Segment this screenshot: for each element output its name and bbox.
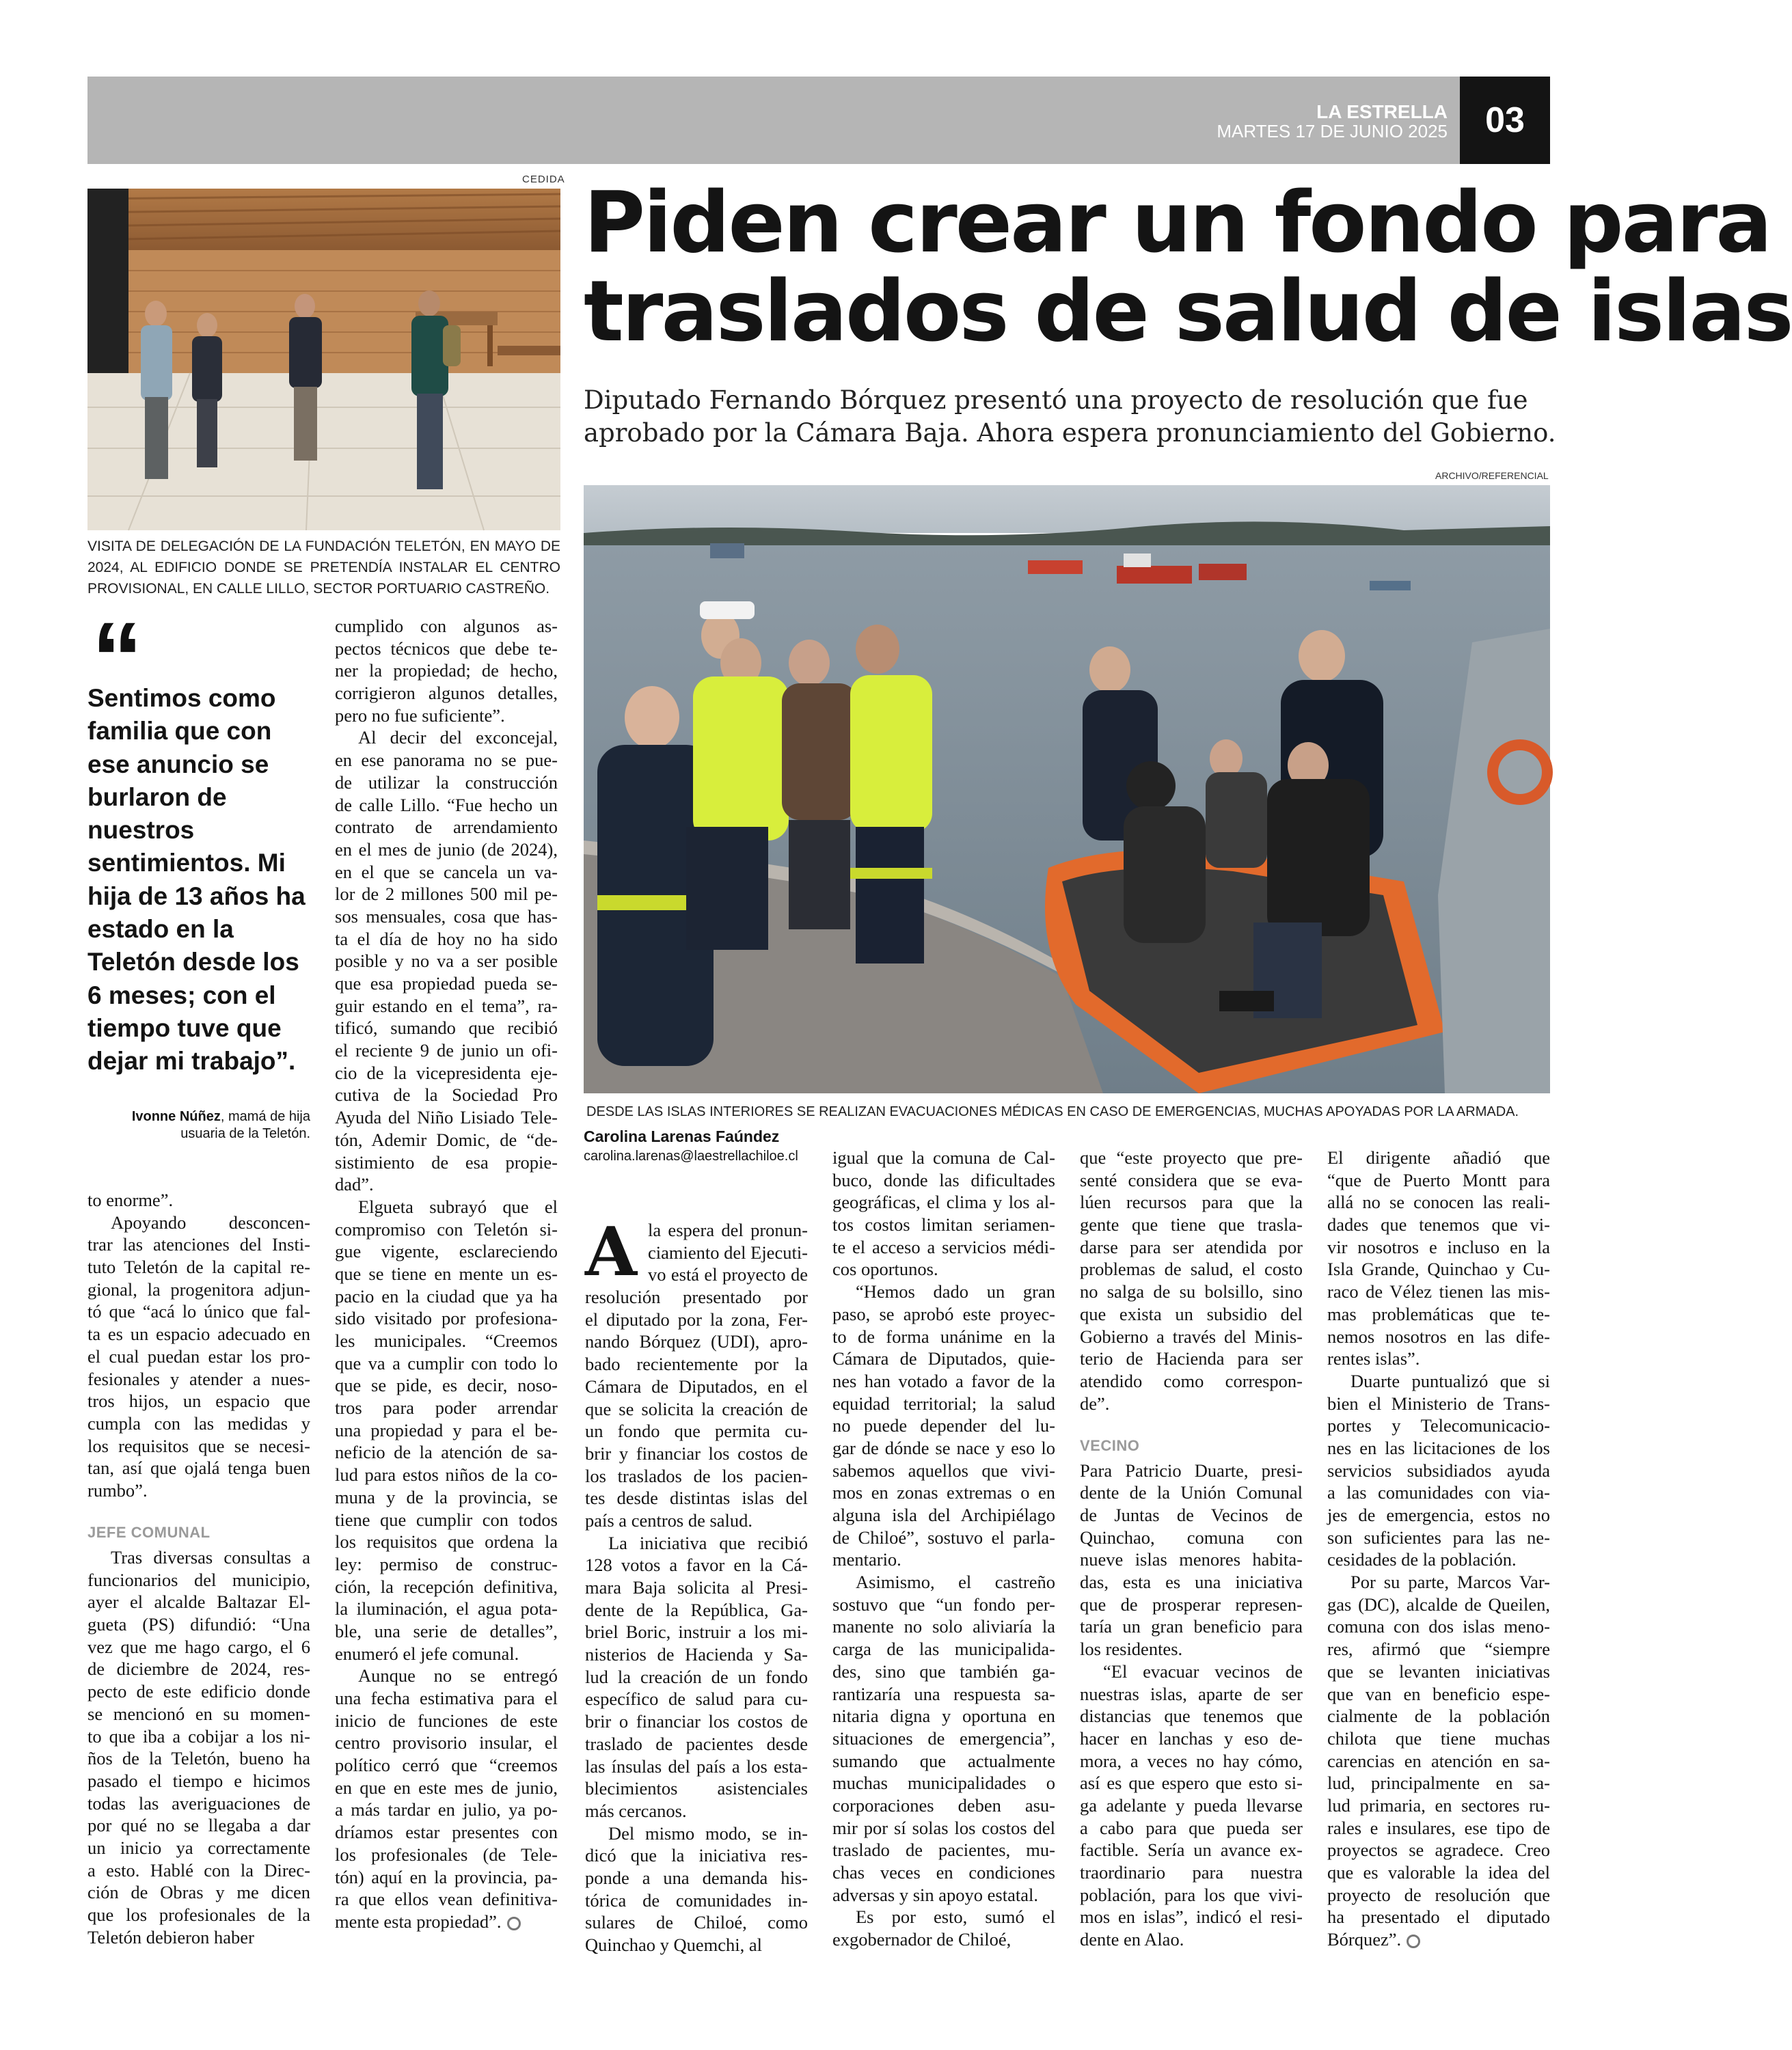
article-line: proyectos se agradece. Creo [1327,1840,1550,1861]
article-line: el cual puedan estar los pro- [87,1345,310,1367]
article-line: de Chiloé”, sostuvo el parla- [832,1527,1055,1548]
article-line: dente en Alao. [1080,1929,1184,1950]
article-line: buco, donde las dificultades [832,1169,1055,1190]
article-line: que esa propiedad pueda se- [335,973,558,994]
article-line: vir nosotros e incluso en la [1327,1236,1550,1257]
pull-quote-line: nuestros [87,816,195,845]
author-name: Carolina Larenas Faúndez [584,1128,780,1145]
article-line: Del mismo modo, se in- [608,1822,808,1844]
article-line: de utilizar la construcción [335,771,558,793]
article-line: equidad territorial; la salud [832,1393,1055,1414]
article-line: Aunque no se entregó [358,1665,558,1686]
article-line: sistimiento de esa propie- [335,1151,558,1173]
article-line: dad”. [335,1174,374,1195]
pull-quote-line: sentimientos. Mi [87,849,286,877]
article-line: to enorme”. [87,1190,174,1210]
article-line: ta el día de hoy no ha sido [335,928,558,949]
article-line: mentario. [832,1549,901,1570]
subhead-line: Diputado Fernando Bórquez presentó una proyecto de resolución que fue [584,385,1528,415]
headline [584,174,1792,361]
article-line: Asimismo, el castreño [856,1572,1055,1593]
article-line: das, esta es una iniciativa [1080,1572,1303,1593]
article-line: tes desde distintas islas del [585,1488,808,1509]
main-photo-credit: ARCHIVO/REFERENCIAL [1435,470,1549,481]
publication-date: MARTES 17 DE JUNIO 2025 [1217,121,1448,141]
article-line: te el acceso a servicios médi- [832,1236,1055,1257]
article-line: nuestras islas, aparte de ser [1080,1683,1303,1704]
article-line: así es que espero que esto si- [1080,1773,1303,1794]
article-line: contrato de arrendamiento [335,817,558,838]
end-mark-icon [507,1917,521,1930]
article-line: “que de Puerto Montt para [1327,1169,1550,1190]
article-line: fesionales y atender a nues- [87,1368,310,1389]
article-line: proyecto de resolución que [1327,1884,1550,1905]
article-line: por qué no se llegaba a dar [87,1815,310,1836]
article-line: corrigieron algunos detalles, [335,683,558,704]
article-line: jes de emergencia, estos no [1327,1505,1550,1525]
article-line: cio de la vicepresidenta eje- [335,1062,558,1083]
article-column-6 [1327,1147,1550,1951]
article-line: rumbo”. [87,1479,148,1501]
article-line: a más tardar en julio, ya po- [335,1799,558,1820]
article-line: ayer el alcalde Baltazar El- [87,1591,310,1613]
article-line: un inicio ya correctamente [87,1837,310,1858]
left-photo-credit: CEDIDA [522,174,565,185]
article-line: dríamos estar presentes con [335,1822,558,1843]
article-line: nes en las licitaciones de los [1327,1437,1550,1458]
article-line: que “este proyecto que pre- [1080,1147,1303,1168]
main-photo-caption: DESDE LAS ISLAS INTERIORES SE REALIZAN EVACUACIONES MÉDICAS EN CASO DE EMERGENCIAS, MUCHAS APOYADAS POR LA ARMADA. [586,1104,1519,1119]
article-line: de calle Lillo. “Fue hecho un [335,794,558,815]
article-line: Al decir del exconcejal, [358,727,558,748]
article-line: ciamiento del Ejecuti- [648,1242,808,1263]
article-line: a las comunidades con via- [1327,1482,1550,1503]
article-line: sumando que actualmente [832,1750,1055,1771]
attribution-role: , mamá de hija [220,1109,310,1124]
article-line: ños de la Teletón, bueno ha [87,1748,310,1769]
article-line: carencias en atención en sa- [1327,1750,1550,1771]
article-line: se mencionó en su momen- [87,1703,310,1724]
article-line: dente de la República, Ga- [585,1599,808,1620]
article-line: comuna con dos islas meno- [1327,1616,1550,1637]
article-line: “El evacuar vecinos de [1103,1660,1303,1682]
article-line: los requisitos que ordena la [335,1531,558,1553]
article-line: chilota que tiene muchas [1327,1727,1550,1749]
article-line: lud, principalmente en sa- [1327,1773,1550,1794]
article-line: Cámara de Diputados, quie- [832,1348,1055,1369]
drop-cap: A [585,1213,638,1292]
article-line [87,1502,310,1525]
subhead-line: aprobado por la Cámara Baja. Ahora espera pronunciamiento del Gobierno. [584,418,1556,448]
article-line: terio de Hacienda para ser [1080,1348,1303,1369]
subhead [584,384,1554,450]
article-line: bien el Ministerio de Trans- [1327,1393,1550,1414]
article-line: hacer en lanchas y eso de- [1080,1727,1303,1749]
article-line: gueta (PS) difundió: “Una [87,1614,310,1635]
article-line: muchas municipalidades o [832,1773,1055,1794]
article-line: lud primaria, en sectores ru- [1327,1794,1550,1816]
article-line: carga de las municipalida- [832,1639,1055,1660]
article-line: bado recientemente por la [585,1354,808,1375]
article-line: traordinario para nuestra [1080,1862,1303,1883]
article-line: Bórquez”. [1327,1928,1550,1951]
article-line: en el que se cancela un va- [335,861,558,882]
article-line: Duarte puntualizó que si [1350,1370,1550,1391]
article-line: brir o financiar los costos de [585,1711,808,1732]
article-line: sido visitado por profesiona- [335,1308,558,1329]
article-line: taría un gran beneficio para [1080,1616,1303,1637]
masthead [1217,102,1448,141]
article-line: tificó, sumando que recibió [335,1017,558,1039]
article-line: problemas de salud, el costo [1080,1259,1303,1280]
article-line: manente no solo aliviaría la [832,1616,1055,1637]
article-line: Para Patricio Duarte, presi- [1080,1460,1303,1481]
article-line: no puede depender del lu- [832,1415,1055,1436]
article-line: cumplido con algunos as- [335,616,558,636]
article-line: brir y financiar los costos de [585,1443,808,1464]
pull-quote-line: burlaron de [87,782,227,811]
article-line: gue vigente, esclareciendo [335,1241,558,1262]
article-line: mora, a veces no hay cómo, [1080,1750,1303,1771]
article-line: vo está el proyecto de [648,1264,808,1285]
article-line: senté considera que se eva- [1080,1169,1303,1190]
article-line: una fecha estimativa para el [335,1688,558,1708]
article-line: a esto. Hablé con la Direc- [87,1859,310,1881]
article-line: resolución presentado por [585,1287,808,1308]
article-line: Cámara de Diputados, en el [585,1376,808,1397]
article-line: dente de la Unión Comunal [1080,1482,1303,1503]
article-line: corporaciones deben asu- [832,1794,1055,1816]
article-line: Tras diversas consultas a [111,1547,310,1568]
article-line: posible y no va a ser posible [335,951,558,972]
main-photo [584,485,1550,1093]
article-line: ra que ellos vean definitiva- [335,1889,558,1910]
article-line: atendido como correspon- [1080,1370,1303,1391]
article-line: enumeró el jefe comunal. [335,1643,519,1664]
article-line: sos mensuales, cosa que has- [335,905,558,927]
article-line: cutiva de la Sociedad Pro [335,1084,558,1106]
pull-quote-line: familia que con [87,717,272,746]
article-line: político cerró que “creemos [335,1755,558,1776]
article-line: que los profesionales de la [87,1904,310,1925]
article-line: cesidades de la población. [1327,1549,1517,1570]
article-line: rales e insulares, ese tipo de [1327,1817,1550,1838]
article-line: “Hemos dado un gran [856,1281,1055,1302]
pull-quote-line: hija de 13 años ha [87,882,306,910]
article-line: blecimientos asistenciales [585,1778,808,1799]
article-line: compromiso con Teletón si- [335,1218,558,1240]
article-line: que se tiene en mente un es- [335,1263,558,1284]
article-line: pecto de este edificio donde [87,1681,310,1702]
article-line: vez que me hago cargo, el 6 [87,1636,310,1657]
article-line: Teletón debieron haber [87,1926,254,1948]
article-line: que de prosperar represen- [1080,1594,1303,1615]
article-line: gente que tiene que trasla- [1080,1214,1303,1235]
article-line: centro provisorio insular, el [335,1732,558,1753]
article-column-5 [1080,1147,1303,1951]
article-line: gas (DC), alcalde de Queilen, [1327,1594,1550,1615]
article-line: cialmente de la población [1327,1706,1550,1727]
pull-quote-line: ese anuncio se [87,750,269,778]
article-line: en el mes de junio (de 2024), [335,838,558,860]
article-line: raco de Vélez tienen las mis- [1327,1281,1550,1302]
article-line: que exista un subsidio del [1080,1303,1303,1324]
article-line: de Juntas de Vecinos de [1080,1505,1303,1525]
article-line: inicio de funciones de este [335,1710,558,1731]
article-line: el diputado por la zona, Fer- [585,1309,808,1330]
article-line: to que iba a cobijar a los ni- [87,1725,310,1747]
article-line: Por su parte, Marcos Var- [1350,1572,1550,1593]
article-line: lud la creación de un fondo [585,1666,808,1687]
article-line: mara Baja solicita al Presi- [585,1577,808,1598]
page-number: 03 [1460,77,1550,164]
article-line: mente esta propiedad”. [335,1911,558,1933]
article-line: que va a cumplir con todo lo [335,1352,558,1374]
article-line: tórica de comunidades in- [585,1889,808,1911]
left-photo [87,189,560,530]
article-line: los requisitos que se necesi- [87,1435,310,1456]
article-line: muna y de la provincia, se [335,1486,558,1507]
article-line: la iluminación, el agua pota- [335,1598,558,1620]
article-line: nando Bórquez (UDI), apro- [585,1331,808,1352]
article-line: específico de salud para cu- [585,1689,808,1710]
pull-quote-line: Sentimos como [87,684,276,712]
article-column-1 [87,1189,310,1948]
article-line: lud para estos niños de la co- [335,1464,558,1486]
article-line: ta es un espacio adecuado en [87,1324,310,1345]
article-line: nemos nosotros en las dife- [1327,1326,1550,1347]
article-line: El dirigente añadió que [1327,1147,1550,1168]
article-line: darse para ser atendida por [1080,1236,1303,1257]
article-line: pasado el tiempo e hicimos [87,1770,310,1791]
pull-quote-line: estado en la [87,915,234,944]
article-line: de”. [1080,1393,1110,1414]
article-line: son suficientes para las ne- [1327,1527,1550,1548]
article-line: que se pide, es decir, noso- [335,1375,558,1396]
article-line: ble, una serie de detalles”, [335,1620,558,1641]
article-line: tón, Ademir Domic, de “de- [335,1129,558,1150]
article-line: las ínsulas del país a los esta- [585,1755,808,1777]
article-line: ponde a una demanda his- [585,1867,808,1888]
article-line: el reciente 9 de junio un ofi- [335,1040,558,1061]
headline-line: traslados de salud de islas [584,263,1792,361]
article-line: guir estando en el tema”, ra- [335,995,558,1016]
pull-quote-line: 6 meses; con el [87,981,276,1009]
article-line: Es por esto, sumó el [856,1906,1055,1928]
article-line: geográficas, el clima y los al- [832,1192,1055,1213]
article-column-2 [335,615,558,1933]
article-line: neficio de la atención de sa- [335,1442,558,1463]
article-line: mas problemáticas que te- [1327,1303,1550,1324]
article-line: servicios subsidiados ayuda [1327,1460,1550,1481]
article-line: allá no se conocen las reali- [1327,1192,1550,1213]
article-line: alguna isla del Archipiélago [832,1505,1055,1525]
pull-quote-line: Teletón desde los [87,948,299,976]
article-line: tros hijos, un espacio que [87,1391,310,1412]
article-line: ción de Obras y me dicen [87,1882,310,1903]
article-line: paso, se aprobó este proyec- [832,1303,1055,1324]
article-line: los residentes. [1080,1639,1183,1660]
article-line: ga adelante y pueda llevarse [1080,1794,1303,1816]
article-line: dades que tenemos que vi- [1327,1214,1550,1235]
article-line: nisterios de Hacienda y Sa- [585,1644,808,1665]
article-line: traslado de pacientes, mu- [832,1840,1055,1861]
article-line: funcionarios del municipio, [87,1569,310,1590]
caption-line: PROVISIONAL, EN CALLE LILLO, SECTOR PORTUARIO CASTREÑO. [87,581,550,597]
article-line: que se solicita la creación de [585,1398,808,1419]
section-subheading: VECINO [1080,1436,1140,1454]
pull-quote [87,682,316,1078]
article-line: todas las averiguaciones de [87,1792,310,1814]
article-line: en que en este mes de junio, [335,1777,558,1798]
article-line: factible. Sería un avance ex- [1080,1840,1303,1861]
article-line: lor de 2 millones 500 mil pe- [335,884,558,905]
article-line: que se levanten iniciativas [1327,1660,1550,1682]
article-line: nes han votado a favor de la [832,1370,1055,1391]
article-line: situaciones de emergencia”, [832,1727,1055,1749]
article-line: de diciembre de 2024, res- [87,1658,310,1680]
article-line: 128 votos a favor en la Cá- [585,1555,808,1576]
article-line: una propiedad y para el be- [335,1419,558,1440]
article-line: gional, la progenitora adjun- [87,1279,310,1300]
article-line: Isla Grande, Quinchao y Cu- [1327,1259,1550,1280]
article-line: les municipales. “Creemos [335,1330,558,1351]
caption-line: 2024, AL EDIFICIO DONDE SE PRETENDÍA INSTALAR EL CENTRO [87,560,560,575]
article-line: Quinchao y Quemchi, al [585,1935,763,1955]
article-line: to de forma unánime en la [832,1326,1055,1347]
article-line: nitaria digna y oportuna en [832,1706,1055,1727]
pull-quote-line: dejar mi trabajo”. [87,1047,296,1076]
article-line: un fondo que permita cu- [585,1421,808,1442]
article-line: que van en beneficio espe- [1327,1683,1550,1704]
caption-line: VISITA DE DELEGACIÓN DE LA FUNDACIÓN TELETÓN, EN MAYO DE [87,538,560,554]
article-line: no salga de su bolsillo, sino [1080,1281,1303,1302]
article-line: ha presentado el diputado [1327,1906,1550,1928]
article-line: cos oportunos. [832,1259,938,1280]
article-line: a cabo para que pueda ser [1080,1817,1303,1838]
article-line: adversas y sin apoyo estatal. [832,1884,1038,1905]
article-line: tuto Teletón de la capital re- [87,1257,310,1278]
article-column-4 [832,1147,1055,1951]
article-line: ner la propiedad; de hecho, [335,660,558,681]
article-line: gar de dónde se nace y eso lo [832,1437,1055,1458]
article-line: mos en islas”, indicó el resi- [1080,1906,1303,1928]
article-line: más cercanos. [585,1800,687,1821]
article-line: res, afirmó que “siempre [1327,1639,1550,1660]
article-line: Apoyando desconcen- [111,1212,310,1233]
attribution-role-line2: usuaria de la Teletón. [180,1126,310,1141]
article-line: chas veces en condiciones [832,1862,1055,1883]
byline [584,1128,798,1164]
article-line: que es valorable la idea del [1327,1862,1550,1883]
article-line: Ayuda del Niño Lisiado Tele- [335,1107,558,1128]
article-line: tos costos limitan seriamen- [832,1214,1055,1235]
publication-name: LA ESTRELLA [1316,101,1448,122]
article-line: traslado de pacientes desde [585,1733,808,1754]
headline-line: Piden crear un fondo para [584,174,1771,272]
article-line: dicó que la iniciativa res- [585,1845,808,1866]
article-line: población, para los que vivi- [1080,1884,1303,1905]
article-line: tan, así que ojalá tenga buen [87,1458,310,1479]
article-line: distancias que tenemos que [1080,1706,1303,1727]
article-line: La iniciativa que recibió [608,1532,808,1553]
article-line: país a centros de salud. [585,1509,753,1531]
article-line: rentes islas”. [1327,1348,1420,1369]
article-line: mir por sí solas los costos del [832,1817,1055,1838]
article-line: en ese panorama no se pue- [335,750,558,771]
article-line: lúen recursos para que la [1080,1192,1303,1213]
article-line: pacio en la ciudad que ya ha [335,1285,558,1307]
article-line: la espera del pronun- [648,1220,808,1240]
article-line: Elgueta subrayó que el [358,1196,558,1217]
article-line: tón) aquí en la provincia, pa- [335,1866,558,1887]
article-line: pectos técnicos que debe te- [335,638,558,659]
end-mark-icon [1407,1935,1420,1948]
article-line: nueve islas menores habita- [1080,1549,1303,1570]
article-line: rantizaría una respuesta sa- [832,1683,1055,1704]
article-line: Gobierno a través del Minis- [1080,1326,1303,1347]
article-line: Quinchao, comuna con [1080,1527,1303,1548]
article-line: igual que la comuna de Cal- [832,1147,1055,1168]
section-subheading: JEFE COMUNAL [87,1524,211,1542]
article-line: cumpla con las medidas y [87,1412,310,1434]
article-line: portes y Telecomunicacio- [1327,1415,1550,1436]
article-line: trar las atenciones del Insti- [87,1234,310,1255]
article-column-3 [585,1213,808,1956]
article-line: pero no fue suficiente”. [335,705,505,726]
article-line: los profesionales (de Tele- [335,1844,558,1865]
article-line: tó que “acá lo único que fal- [87,1301,310,1322]
article-line: sabemos aquellos que vivi- [832,1460,1055,1481]
article-line: sostuvo que “un fondo per- [832,1594,1055,1615]
article-line: los traslados de los pacien- [585,1465,808,1486]
article-line: exgobernador de Chiloé, [832,1929,1012,1950]
author-email: carolina.larenas@laestrellachiloe.cl [584,1149,798,1164]
article-line: briel Boric, instruir a los mi- [585,1622,808,1643]
article-line: mos en zonas extremas o en [832,1482,1055,1503]
article-line: tiene que cumplir con todos [335,1509,558,1530]
attribution-name: Ivonne Núñez [131,1109,221,1124]
pull-quote-line: tiempo tuve que [87,1013,282,1042]
article-line: sulares de Chiloé, como [585,1912,808,1933]
article-line: ción, la recepción definitiva, [335,1576,558,1597]
article-line [1080,1414,1303,1437]
article-line: des, sino que también ga- [832,1660,1055,1682]
pull-quote-attribution [87,1108,310,1143]
quote-marks: “ [92,601,143,715]
article-line: tros para poder arrendar [335,1397,558,1419]
left-photo-caption [87,536,560,599]
article-line: ley: permiso de construc- [335,1553,558,1574]
